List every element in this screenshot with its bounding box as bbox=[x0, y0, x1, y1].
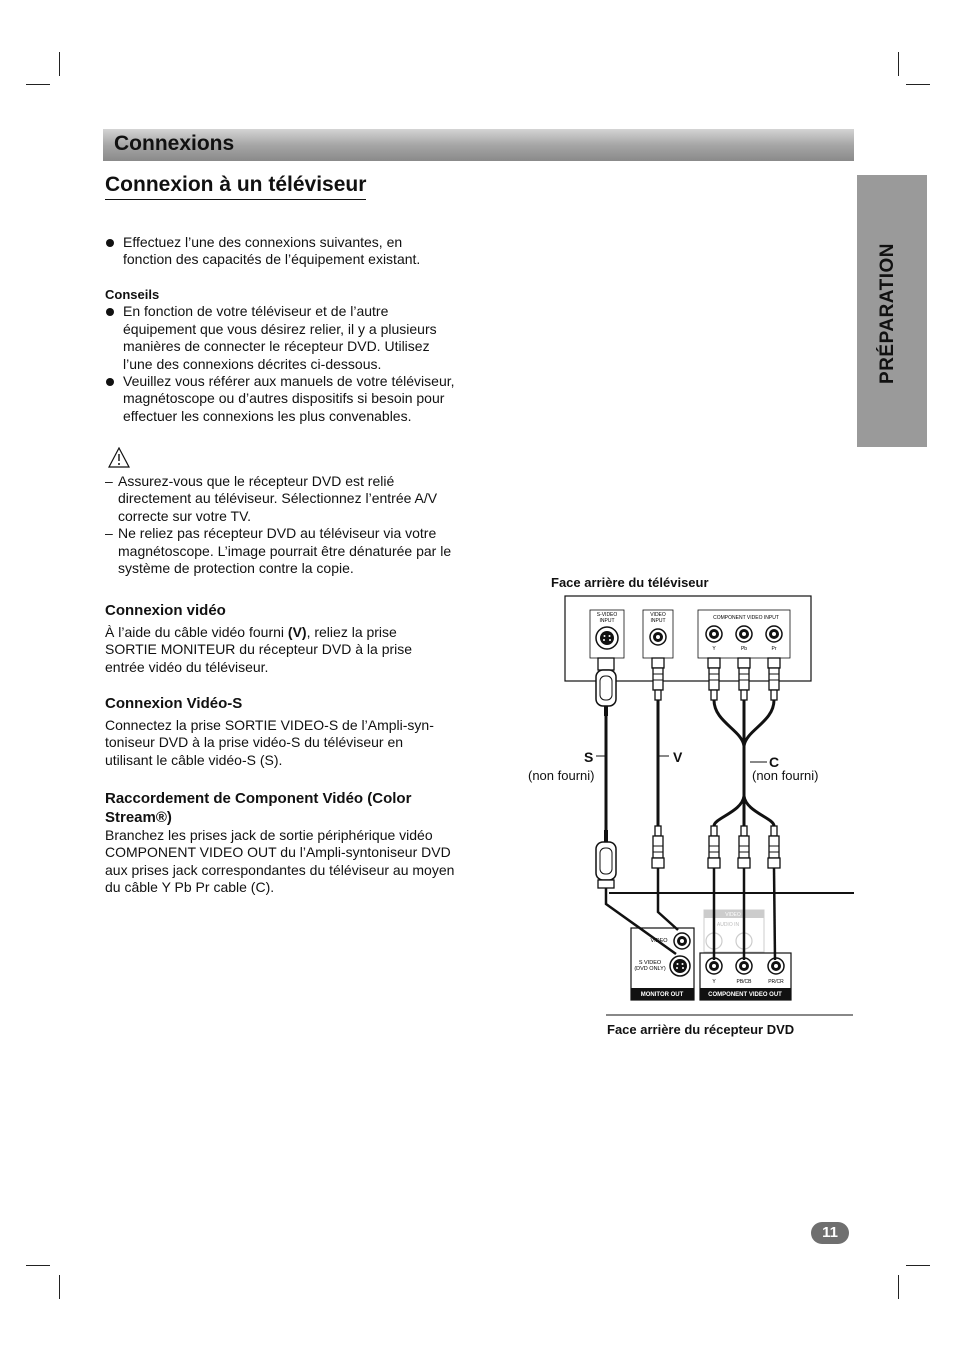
banner-title: Connexions bbox=[114, 132, 235, 155]
tv-y-jack bbox=[706, 626, 722, 642]
cable-s-label: S bbox=[584, 749, 594, 765]
y-plug-bottom bbox=[708, 826, 720, 868]
section-body: À l’aide du câble vidéo fourni (V), reliez la prise SORTIE MONITEUR du récepteur DVD à la prise entrée vidéo du téléviseur. bbox=[105, 624, 413, 675]
svg-text:COMPONENT VIDEO OUT: COMPONENT VIDEO OUT bbox=[708, 992, 782, 998]
dvd-pr-jack bbox=[768, 958, 784, 974]
dvd-back-label: Face arrière du récepteur DVD bbox=[607, 1022, 795, 1037]
warning-item: – Assurez-vous que le récepteur DVD est relié directement au téléviseur. Sélectionnez l’entrée A/V correcte sur votre TV. bbox=[105, 473, 467, 525]
svg-text:S VIDEO: S VIDEO bbox=[638, 960, 662, 966]
svg-text:MONITOR OUT: MONITOR OUT bbox=[640, 992, 684, 998]
svg-text:Y: Y bbox=[712, 979, 716, 985]
svideo-cable-bottom bbox=[596, 830, 616, 888]
svg-text:VIDEO: VIDEO bbox=[650, 938, 668, 944]
video-plug-bottom bbox=[652, 826, 664, 868]
video-plug-top bbox=[652, 658, 664, 700]
dvd-svideo-jack bbox=[670, 956, 690, 976]
dvd-video-jack bbox=[674, 933, 690, 949]
side-tab-label: PRÉPARATION bbox=[877, 243, 898, 384]
section-body: Connectez la prise SORTIE VIDEO-S de l’Ampli-syn-toniseur DVD à la prise vidéo-S du téléviseur en utilisant le câble vidéo-S (S). bbox=[105, 717, 434, 768]
tv-svideo-text2: INPUT bbox=[599, 618, 615, 624]
tv-svideo-jack bbox=[596, 627, 618, 649]
page-title: Connexion à un téléviseur bbox=[105, 172, 366, 200]
pb-plug-bottom bbox=[738, 826, 750, 868]
svg-text:VIDEO: VIDEO bbox=[725, 912, 741, 918]
tip-item: Veuillez vous référer aux manuels de votre téléviseur, magnétoscope ou d’autres dispositifs si besoin pour effectuer les connexions les plus convenables. bbox=[105, 373, 455, 425]
tip-item: En fonction de votre téléviseur et de l’autre équipement que vous désirez relier, il y a plusieurs manières de connecter le récepteur DVD. Utilisez l’une des connexions décrites ci-dessous. bbox=[105, 303, 455, 373]
cable-c-note: (non fourni) bbox=[752, 768, 819, 783]
warning-item: – Ne reliez pas récepteur DVD au téléviseur via votre magnétoscope. L’image pourrait être dénaturée par le système de protection contre la copie. bbox=[105, 525, 467, 577]
tv-video-jack bbox=[650, 629, 666, 645]
y-plug-top bbox=[708, 658, 720, 700]
pr-plug-top bbox=[768, 658, 780, 700]
tv-y-text: Y bbox=[712, 646, 716, 652]
section-heading: Raccordement de Component Vidéo (Color Stream®) bbox=[105, 790, 412, 826]
svideo-cable-top bbox=[596, 658, 616, 716]
svg-text:(DVD ONLY): (DVD ONLY) bbox=[634, 966, 666, 972]
pb-plug-top bbox=[738, 658, 750, 700]
svg-text:PB/CB: PB/CB bbox=[736, 979, 752, 985]
tv-pr-text: Pr bbox=[771, 646, 777, 652]
tv-pb-jack bbox=[736, 626, 752, 642]
tips-heading: Conseils bbox=[105, 287, 160, 302]
section-body: Branchez les prises jack de sortie périphérique vidéo COMPONENT VIDEO OUT du l’Ampli-syntoniseur DVD aux prises jack correspondantes du téléviseur au moyen du câble Y Pb Pr cable (C). bbox=[105, 827, 455, 896]
svg-text:PR/CR: PR/CR bbox=[768, 979, 784, 985]
dvd-y-jack bbox=[706, 958, 722, 974]
tv-video-text: VIDEO bbox=[650, 612, 666, 618]
cable-c-label: C bbox=[769, 754, 780, 770]
tv-pb-text: Pb bbox=[740, 646, 748, 652]
dvd-pb-jack bbox=[736, 958, 752, 974]
svg-text:AUDIO IN: AUDIO IN bbox=[716, 922, 740, 928]
tv-back-label: Face arrière du téléviseur bbox=[551, 575, 709, 590]
page-number: 11 bbox=[811, 1222, 849, 1244]
tv-component-text: COMPONENT VIDEO INPUT bbox=[713, 615, 779, 621]
tv-svideo-text: S-VIDEO bbox=[596, 612, 618, 618]
section-heading: Connexion vidéo bbox=[105, 602, 226, 619]
cable-v-label: V bbox=[673, 749, 683, 765]
intro-bullet: Effectuez l’une des connexions suivantes, en fonction des capacités de l’équipement existant. bbox=[105, 234, 455, 269]
cable-s-note: (non fourni) bbox=[528, 768, 595, 783]
pr-plug-bottom bbox=[768, 826, 780, 868]
tv-pr-jack bbox=[766, 626, 782, 642]
tv-video-text2: INPUT bbox=[650, 618, 666, 624]
section-heading: Connexion Vidéo-S bbox=[105, 695, 243, 712]
